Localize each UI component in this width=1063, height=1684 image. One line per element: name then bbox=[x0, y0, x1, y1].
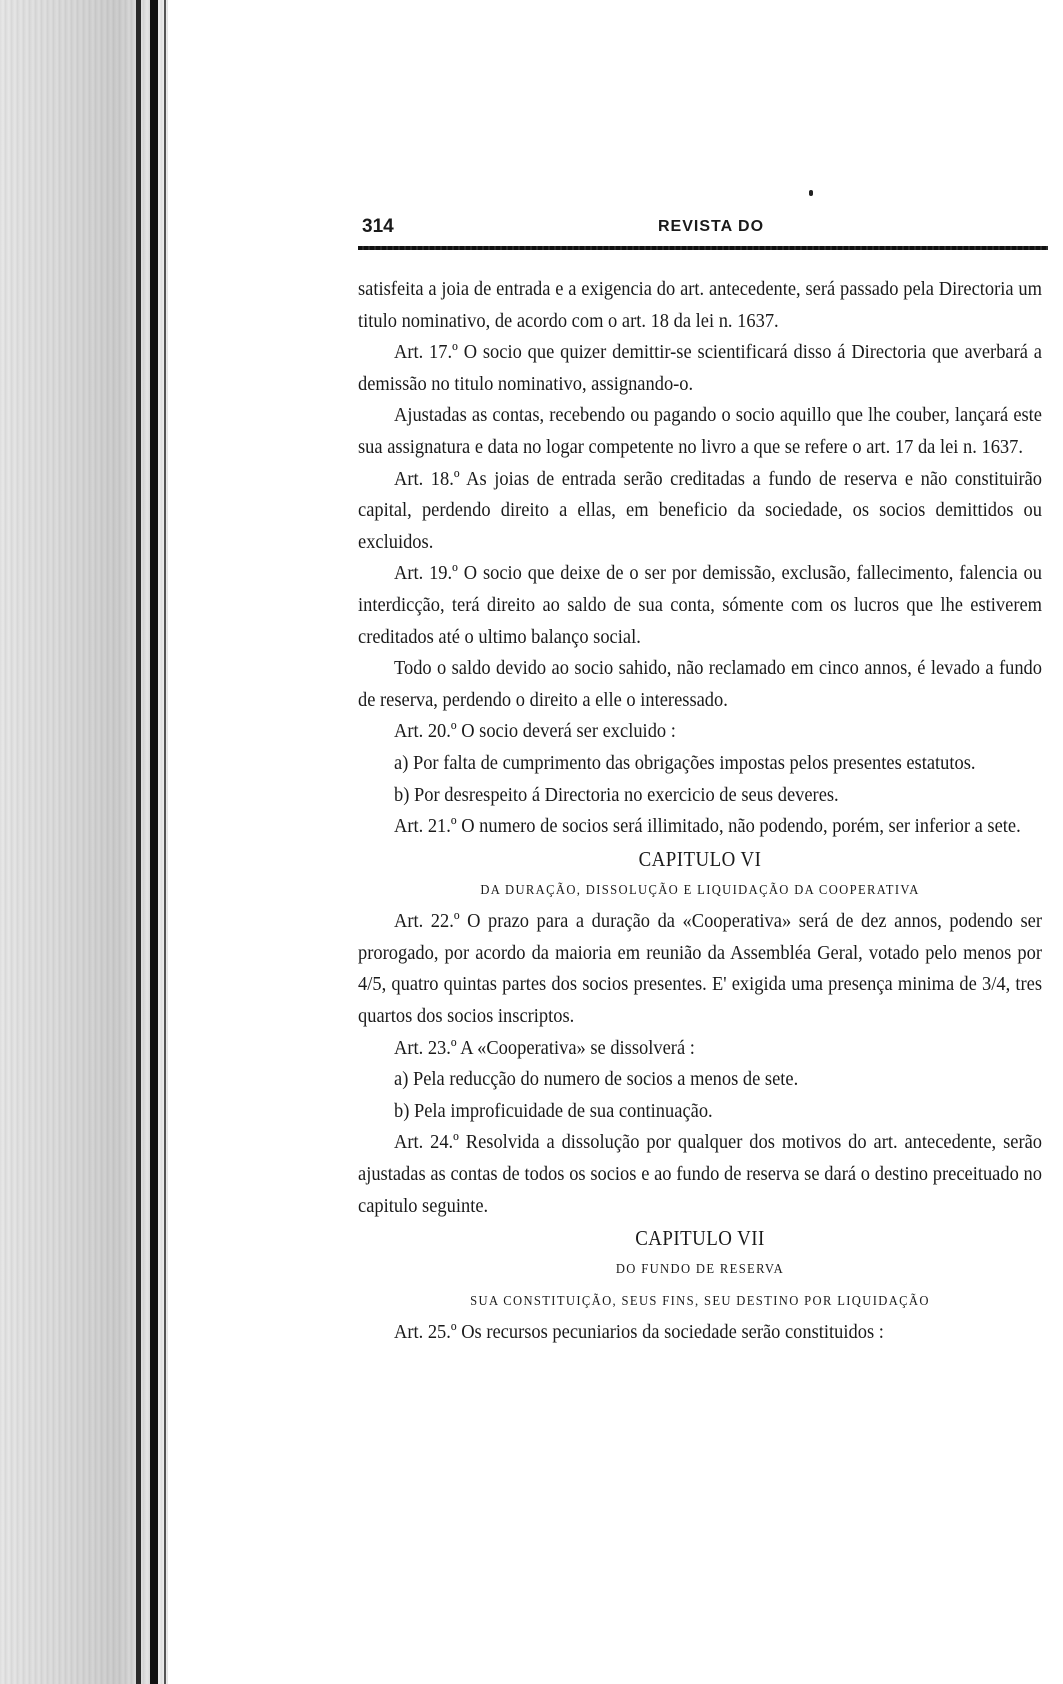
binding-edge-line bbox=[136, 0, 141, 1684]
paragraph: Art. 23.º A «Cooperativa» se dissolverá : bbox=[394, 1036, 695, 1059]
paragraph: Art. 24.º Resolvida a dissolução por qualquer dos motivos do art. antecedente, serão ajustadas as contas de todos os socios e ao fundo de reserva se dará o destino preceituado no capitulo seguinte. bbox=[358, 1131, 1042, 1217]
paragraph: satisfeita a joia de entrada e a exigencia do art. antecedente, será passado pela Directoria um titulo nominativo, de acordo com o art. 18 da lei n. 1637. bbox=[358, 278, 1042, 332]
paragraph: Art. 25.º Os recursos pecuniarios da sociedade serão constituidos : bbox=[394, 1321, 884, 1344]
binding-edge-line bbox=[150, 0, 158, 1684]
ink-speck bbox=[809, 190, 813, 196]
header-rule bbox=[358, 246, 1048, 250]
paragraph: Art. 21.º O numero de socios será illimitado, não podendo, porém, ser inferior a sete. bbox=[394, 815, 1021, 838]
chapter-title: CAPITULO VII bbox=[635, 1226, 765, 1251]
chapter-title: CAPITULO VI bbox=[638, 846, 762, 871]
chapter-subtitle: DA DURAÇÃO, DISSOLUÇÃO E LIQUIDAÇÃO DA COOPERATIVA bbox=[480, 882, 920, 898]
chapter-subtitle: SUA CONSTITUIÇÃO, SEUS FINS, SEU DESTINO POR LIQUIDAÇÃO bbox=[470, 1293, 930, 1309]
paragraph: Art. 19.º O socio que deixe de o ser por demissão, exclusão, fallecimento, falencia ou interdicção, terá direito ao saldo de sua conta, sómente com os lucros que lhe estiverem creditados até o ultimo balanço social. bbox=[358, 562, 1042, 648]
paragraph: Art. 22.º O prazo para a duração da «Cooperativa» será de dez annos, podendo ser prorogado, por acordo da maioria em reunião da Assembléa Geral, votado pelo menos por 4/5, quatro quintas partes dos socios presentes. E' exigida uma presença minima de 3/4, tres quartos dos socios inscriptos. bbox=[358, 910, 1042, 1028]
paragraph: Art. 18.º As joias de entrada serão creditadas a fundo de reserva e não constituirão capital, perdendo direito a ellas, em beneficio da sociedade, os socios demittidos ou excluidos. bbox=[358, 467, 1042, 553]
running-title: REVISTA DO bbox=[658, 218, 765, 235]
page-binding-gutter bbox=[0, 0, 168, 1684]
paragraph: Art. 17.º O socio que quizer demittir-se scientificará disso á Directoria que averbará a demissão no titulo nominativo, assignando-o. bbox=[358, 341, 1042, 395]
body-text bbox=[358, 274, 1042, 1349]
binding-edge-line bbox=[164, 0, 166, 1684]
page-content bbox=[358, 214, 1048, 1349]
page-number: 314 bbox=[362, 216, 394, 237]
paragraph: Todo o saldo devido ao socio sahido, não reclamado em cinco annos, é levado a fundo de reserva, perdendo o direito a elle o interessado. bbox=[358, 657, 1042, 711]
paragraph: b) Pela improficuidade de sua continuação. bbox=[394, 1099, 713, 1122]
paragraph: a) Por falta de cumprimento das obrigações impostas pelos presentes estatutos. bbox=[394, 751, 976, 774]
paragraph: Ajustadas as contas, recebendo ou pagando o socio aquillo que lhe couber, lançará este sua assignatura e data no logar competente no livro a que se refere o art. 17 da lei n. 1637. bbox=[358, 404, 1042, 458]
paragraph: b) Por desrespeito á Directoria no exercicio de seus deveres. bbox=[394, 783, 839, 806]
chapter-subtitle: DO FUNDO DE RESERVA bbox=[615, 1262, 785, 1278]
running-header bbox=[358, 214, 1048, 242]
paragraph: a) Pela reducção do numero de socios a menos de sete. bbox=[394, 1068, 799, 1091]
paragraph: Art. 20.º O socio deverá ser excluido : bbox=[394, 720, 676, 743]
